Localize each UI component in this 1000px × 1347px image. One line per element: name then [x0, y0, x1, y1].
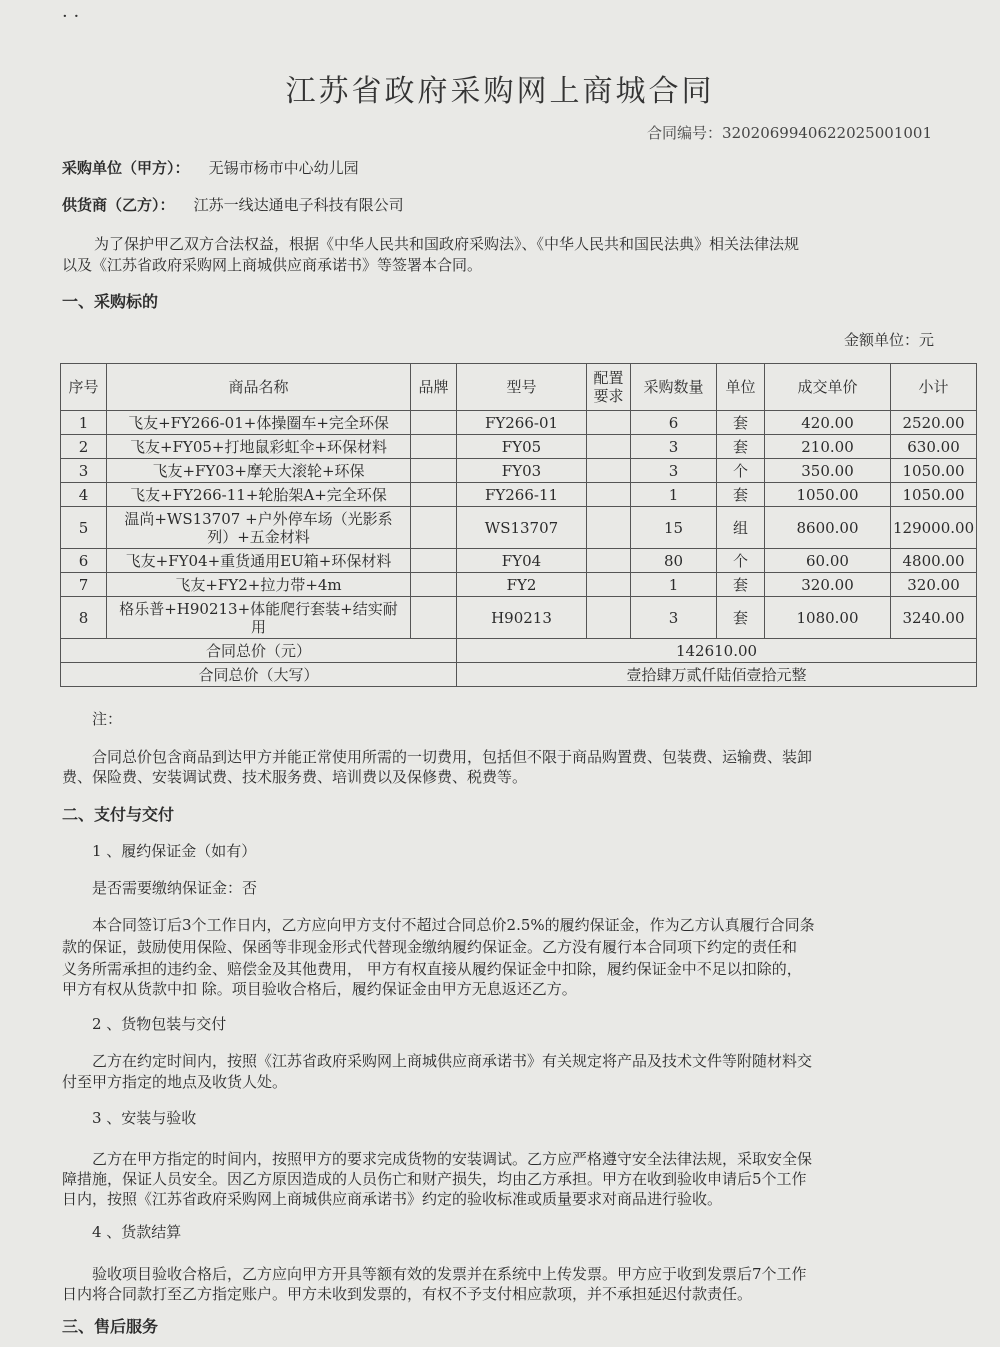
total-value: 142610.00	[457, 639, 977, 663]
settlement-para-line-1: 验收项目验收合格后，乙方应向甲方开具等额有效的发票并在系统中上传发票。甲方应于收到发票后7个工作	[92, 1265, 807, 1283]
cell-no: 8	[61, 597, 107, 639]
table-row	[61, 459, 977, 483]
cell-price: 420.00	[765, 411, 891, 435]
cell-model: WS13707	[457, 507, 587, 549]
settlement-para-line-2: 日内将合同款打至乙方指定账户。甲方未收到发票的，有权不予支付相应款项，并不承担延迟付款责任。	[62, 1285, 753, 1303]
cell-name: 飞友+FY266-01+体操圈车+完全环保	[107, 411, 411, 435]
cell-brand	[411, 549, 457, 573]
header-unit: 单位	[717, 364, 765, 411]
delivery-para-line-2: 付至甲方指定的地点及收货人处。	[62, 1073, 288, 1091]
subsection-2-2-heading: 2 、货物包装与交付	[92, 1015, 227, 1033]
contract-number-label: 合同编号：	[647, 124, 723, 142]
intro-line-1: 为了保护甲乙双方合法权益，根据《中华人民共和国政府采购法》、《中华人民共和国民法典》相关法律法规	[94, 235, 800, 253]
cell-brand	[411, 411, 457, 435]
subsection-2-3-heading: 3 、安装与验收	[92, 1109, 197, 1127]
table-row	[61, 573, 977, 597]
cell-qty: 3	[631, 435, 717, 459]
table-row	[61, 507, 977, 549]
deposit-para-line-1: 本合同签订后3个工作日内，乙方应向甲方支付不超过合同总价2.5%的履约保证金，作为乙方认真履行合同条	[92, 916, 815, 934]
section-2-heading: 二、支付与交付	[62, 805, 175, 824]
cell-unit: 套	[717, 597, 765, 639]
cell-model: FY05	[457, 435, 587, 459]
table-row	[61, 411, 977, 435]
cell-subtotal: 1050.00	[891, 459, 977, 483]
section-3-heading: 三、售后服务	[62, 1317, 159, 1336]
table-row	[61, 483, 977, 507]
header-name: 商品名称	[107, 364, 411, 411]
cell-brand	[411, 435, 457, 459]
cell-brand	[411, 507, 457, 549]
header-no: 序号	[61, 364, 107, 411]
subsection-2-4-heading: 4 、货款结算	[92, 1223, 182, 1241]
cell-unit: 组	[717, 507, 765, 549]
cell-unit: 套	[717, 573, 765, 597]
cell-subtotal: 320.00	[891, 573, 977, 597]
cell-config	[587, 597, 631, 639]
buyer-value: 无锡市杨市中心幼儿园	[208, 159, 359, 177]
cell-no: 1	[61, 411, 107, 435]
total-upper-label: 合同总价（大写）	[61, 663, 457, 687]
cell-no: 7	[61, 573, 107, 597]
ink-spots: · ·	[62, 6, 80, 27]
cell-model: FY04	[457, 549, 587, 573]
cell-name: 飞友+FY04+重货通用EU箱+环保材料	[107, 549, 411, 573]
table-row	[61, 597, 977, 639]
cell-config	[587, 483, 631, 507]
currency-note: 金额单位：元	[843, 331, 934, 349]
total-row	[61, 639, 977, 663]
cell-model: FY266-11	[457, 483, 587, 507]
total-label: 合同总价（元）	[61, 639, 457, 663]
header-price: 成交单价	[765, 364, 891, 411]
cell-brand	[411, 597, 457, 639]
buyer-line	[62, 157, 359, 178]
cell-name: 飞友+FY266-11+轮胎架A+完全环保	[107, 483, 411, 507]
deposit-para-line-3: 义务所需承担的违约金、赔偿金及其他费用， 甲方有权直接从履约保证金中扣除，履约保证金中不足以扣除的，	[62, 960, 802, 978]
cell-subtotal: 129000.00	[891, 507, 977, 549]
deposit-para-line-4: 甲方有权从货款中扣 除。项目验收合格后，履约保证金由甲方无息返还乙方。	[62, 980, 577, 998]
supplier-line	[62, 194, 404, 215]
cell-qty: 1	[631, 573, 717, 597]
cell-price: 210.00	[765, 435, 891, 459]
contract-number	[647, 122, 932, 143]
supplier-label: 供货商（乙方）：	[62, 196, 175, 214]
cell-config	[587, 459, 631, 483]
cell-unit: 套	[717, 435, 765, 459]
install-para-line-3: 日内，按照《江苏省政府采购网上商城供应商承诺书》约定的验收标准或质量要求对商品进行验收。	[62, 1190, 723, 1208]
cell-unit: 套	[717, 411, 765, 435]
total-upper-row	[61, 663, 977, 687]
cell-subtotal: 1050.00	[891, 483, 977, 507]
cell-no: 4	[61, 483, 107, 507]
deposit-para-line-2: 款的保证，鼓励使用保险、保函等非现金形式代替现金缴纳履约保证金。乙方没有履行本合同项下约定的责任和	[62, 938, 798, 956]
cell-model: FY03	[457, 459, 587, 483]
note-label: 注：	[92, 710, 123, 728]
cell-model: FY266-01	[457, 411, 587, 435]
cell-price: 350.00	[765, 459, 891, 483]
page-title: 江苏省政府采购网上商城合同	[285, 74, 715, 109]
cell-subtotal: 2520.00	[891, 411, 977, 435]
cell-brand	[411, 573, 457, 597]
table-row	[61, 435, 977, 459]
deposit-question: 是否需要缴纳保证金：否	[92, 879, 258, 897]
cell-unit: 套	[717, 483, 765, 507]
contract-number-value: 3202069940622025001001	[722, 124, 932, 142]
cell-model: H90213	[457, 597, 587, 639]
section-1-heading: 一、采购标的	[62, 292, 159, 311]
cell-model: FY2	[457, 573, 587, 597]
cell-config	[587, 549, 631, 573]
cell-price: 320.00	[765, 573, 891, 597]
delivery-para-line-1: 乙方在约定时间内，按照《江苏省政府采购网上商城供应商承诺书》有关规定将产品及技术文件等附随材料交	[92, 1052, 813, 1070]
cell-no: 2	[61, 435, 107, 459]
cell-price: 8600.00	[765, 507, 891, 549]
cell-no: 5	[61, 507, 107, 549]
note-line-1: 合同总价包含商品到达甲方并能正常使用所需的一切费用，包括但不限于商品购置费、包装费、运输费、装卸	[92, 748, 813, 766]
cell-no: 6	[61, 549, 107, 573]
cell-no: 3	[61, 459, 107, 483]
cell-price: 60.00	[765, 549, 891, 573]
cell-unit: 个	[717, 549, 765, 573]
cell-name: 温尚+WS13707 +户外停车场（光影系列）+五金材料	[107, 507, 411, 549]
cell-config	[587, 573, 631, 597]
cell-qty: 15	[631, 507, 717, 549]
items-table	[60, 363, 977, 687]
cell-qty: 3	[631, 459, 717, 483]
cell-subtotal: 4800.00	[891, 549, 977, 573]
table-header-row	[61, 364, 977, 411]
cell-subtotal: 630.00	[891, 435, 977, 459]
cell-unit: 个	[717, 459, 765, 483]
cell-config	[587, 435, 631, 459]
install-para-line-2: 障措施，保证人员安全。因乙方原因造成的人员伤亡和财产损失，均由乙方承担。甲方在收到验收申请后5个工作	[62, 1170, 807, 1188]
cell-name: 飞友+FY2+拉力带+4m	[107, 573, 411, 597]
cell-name: 格乐普+H90213+体能爬行套装+结实耐用	[107, 597, 411, 639]
cell-brand	[411, 483, 457, 507]
supplier-value: 江苏一线达通电子科技有限公司	[193, 196, 404, 214]
header-subtotal: 小计	[891, 364, 977, 411]
cell-price: 1050.00	[765, 483, 891, 507]
table-row	[61, 549, 977, 573]
cell-price: 1080.00	[765, 597, 891, 639]
header-config: 配置要求	[587, 364, 631, 411]
buyer-label: 采购单位（甲方）：	[62, 159, 190, 177]
cell-brand	[411, 459, 457, 483]
cell-config	[587, 411, 631, 435]
cell-config	[587, 507, 631, 549]
cell-qty: 1	[631, 483, 717, 507]
install-para-line-1: 乙方在甲方指定的时间内，按照甲方的要求完成货物的安装调试。乙方应严格遵守安全法律法规，采取安全保	[92, 1150, 813, 1168]
header-model: 型号	[457, 364, 587, 411]
note-line-2: 费、保险费、安装调试费、技术服务费、培训费以及保修费、税费等。	[62, 768, 528, 786]
subsection-2-1-heading: 1 、履约保证金（如有）	[92, 842, 257, 860]
cell-subtotal: 3240.00	[891, 597, 977, 639]
cell-qty: 3	[631, 597, 717, 639]
cell-name: 飞友+FY05+打地鼠彩虹伞+环保材料	[107, 435, 411, 459]
header-qty: 采购数量	[631, 364, 717, 411]
total-upper-value: 壹拾肆万贰仟陆佰壹拾元整	[457, 663, 977, 687]
cell-qty: 80	[631, 549, 717, 573]
header-brand: 品牌	[411, 364, 457, 411]
cell-name: 飞友+FY03+摩天大滚轮+环保	[107, 459, 411, 483]
cell-qty: 6	[631, 411, 717, 435]
intro-line-2: 以及《江苏省政府采购网上商城供应商承诺书》等签署本合同。	[62, 256, 483, 274]
